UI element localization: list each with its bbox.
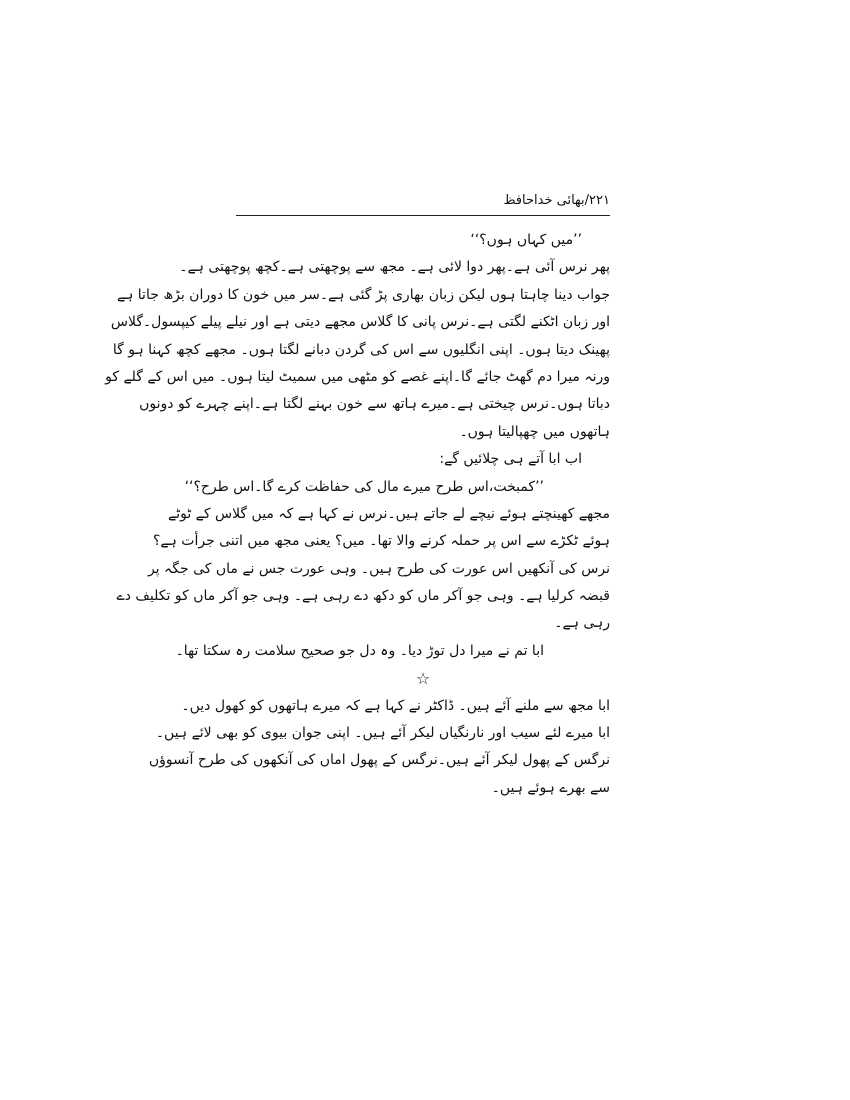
text-line: اور زبان اٹکنے لگتی ہے۔نرس پانی کا گلاس مجھے دیتی ہے اور نیلے پیلے کیپسول۔گلاس [110, 314, 610, 331]
text-line: قبضہ کرلیا ہے۔ وہی جو آکر ماں کو دکھ دے رہی ہے۔ وہی جو آکر ماں کو تکلیف دے [116, 588, 610, 605]
text-line: سے بھرے ہوئے ہیں۔ [491, 779, 610, 796]
text-line: ہوئے ٹکڑے سے اس پر حملہ کرنے والا تھا۔ میں؟ یعنی مجھ میں اتنی جرأت ہے؟ [153, 533, 610, 550]
text-line: نرگس کے پھول لیکر آئے ہیں۔نرگس کے پھول اماں کی آنکھوں کی طرح آنسوؤں [148, 752, 610, 769]
text-line: نرس کی آنکھیں اس عورت کی طرح ہیں۔ وہی عورت جس نے ماں کی جگہ پر [147, 560, 610, 577]
text-line: اب ابا آتے ہی چلائیں گے: [439, 451, 582, 468]
page-number: ۲۲۱ [589, 193, 610, 208]
text-line: پھر نرس آئی ہے۔پھر دوا لائی ہے۔ مجھ سے پوچھتی ہے۔کچھ پوچھتی ہے۔ [179, 259, 610, 276]
text-line: ورنہ میرا دم گھٹ جائے گا۔اپنے غصے کو مٹھی میں سمیٹ لیتا ہوں۔ میں اس کے گلے کو [105, 368, 610, 385]
text-line: ہاتھوں میں چھپالیتا ہوں۔ [459, 423, 610, 440]
text-line: پھینک دیتا ہوں۔ اپنی انگلیوں سے اس کی گردن دبانے لگتا ہوں۔ مجھے کچھ کہنا ہو گا [112, 341, 610, 358]
star-separator: ☆ [415, 669, 431, 689]
text-line: جواب دینا چاہتا ہوں لیکن زبان بھاری پڑ گئی ہے۔سر میں خون کا دوران بڑھ جاتا ہے [116, 286, 610, 303]
header-divider [236, 215, 610, 216]
body-text [105, 227, 610, 802]
text-line: مجھے کھینچتے ہوئے نیچے لے جاتے ہیں۔نرس نے کہا ہے کہ میں گلاس کے ٹوٹے [167, 505, 610, 522]
header-separator: / [584, 193, 590, 208]
text-line: دباتا ہوں۔نرس چیختی ہے۔میرے ہاتھ سے خون بہنے لگتا ہے۔اپنے چہرے کو دونوں [139, 396, 610, 413]
running-header [236, 190, 610, 216]
book-title: بھائی خداحافظ [503, 193, 585, 208]
text-line: ابا مجھ سے ملنے آئے ہیں۔ ڈاکٹر نے کہا ہے کہ میرے ہاتھوں کو کھول دیں۔ [181, 697, 610, 714]
text-line: ’’میں کہاں ہوں؟‘‘ [470, 232, 582, 248]
text-line: ابا تم نے میرا دل توڑ دیا۔ وہ دل جو صحیح سلامت رہ سکتا تھا۔ [175, 642, 544, 659]
text-line: رہی ہے۔ [554, 615, 610, 632]
text-line: ’’کمبخت،اس طرح میرے مال کی حفاظت کرے گا۔اس طرح؟‘‘ [184, 478, 544, 495]
text-line: ابا میرے لئے سیب اور نارنگیاں لیکر آئے ہیں۔ اپنی جوان بیوی کو بھی لائے ہیں۔ [155, 725, 610, 742]
